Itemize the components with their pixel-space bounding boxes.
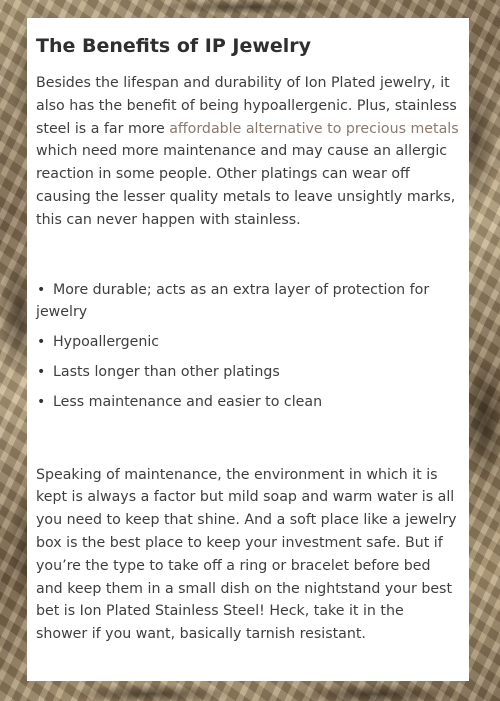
benefits-list-block [36, 279, 459, 414]
list-item-text: Less maintenance and easier to clean [53, 393, 323, 410]
list-item [36, 361, 459, 384]
list-item-text: Lasts longer than other platings [53, 363, 280, 380]
bullet-icon: • [37, 334, 46, 351]
maintenance-paragraph: Speaking of maintenance, the environment in which it is kept is always a factor but mild soap and warm water is all you need to keep that shine. And a soft place like a jewelry box is the best place to keep your investment safe. But if you’re the type to take off a ring or bracelet before bed and keep them in a small dish on the nightstand your best bet is Ion Plated Stainless Steel! Heck, take it in the shower if you want, basically tarnish resistant. [36, 466, 457, 643]
affordable-alternative-link[interactable]: affordable alternative to precious metals [169, 120, 459, 137]
bullet-icon: • [37, 393, 46, 410]
benefits-list [36, 279, 459, 414]
list-item [36, 391, 459, 414]
bullet-icon: • [37, 281, 46, 298]
article-title: The Benefits of IP Jewelry [36, 35, 312, 57]
intro-paragraph [36, 72, 459, 232]
article-card [27, 18, 469, 681]
list-item-text: More durable; acts as an extra layer of protection for jewelry [36, 281, 430, 321]
list-item-text: Hypoallergenic [53, 334, 160, 351]
list-item [36, 331, 459, 354]
intro-text-after: which need more maintenance and may cause an allergic reaction in some people. Other platings can wear off causing the lesser quality metals to leave unsightly marks, this can never happen with stainless. [36, 143, 456, 228]
list-item [36, 279, 459, 325]
bullet-icon: • [37, 363, 46, 380]
intro-text-before: Besides the lifespan and durability of Ion Plated jewelry, it also has the benefit of being hypoallergenic. Plus, stainless steel is a far more [36, 75, 457, 137]
